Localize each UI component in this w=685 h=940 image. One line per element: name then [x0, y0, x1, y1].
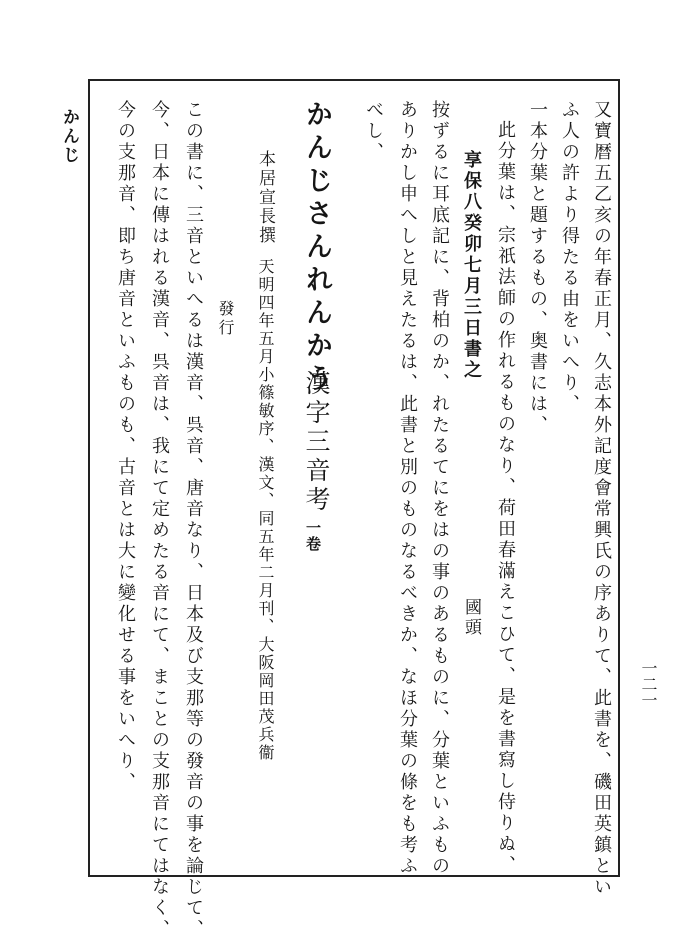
entry-title-kanji: 漢字三音考 — [302, 370, 331, 515]
description-line: この書に、三音といへるは漢音、呉音、唐音なり、日本及び支那等の發音の事を論じて、 — [183, 100, 204, 940]
entry-publication-cont: 發行 — [216, 300, 235, 338]
entry-author: 本居宣長撰 — [255, 150, 275, 245]
colophon-signature: 國頭 — [461, 598, 481, 638]
colophon-date: 享保八癸卯七月三日書之 — [461, 150, 482, 381]
entry-publication: 天明四年五月小篠敏序、漢文、同五年二月刊、大阪岡田茂兵衞 — [256, 258, 275, 762]
entry-title-kana: かんじさんれんかう — [301, 100, 332, 397]
page-number: 一二一 — [639, 660, 658, 708]
text-line: ありかし申へしと見えたるは、此書と別のものなるべきか、なほ分葉の條をも考ふ — [397, 100, 418, 877]
text-line: 一本分葉と題するもの、奥書には、 — [527, 100, 548, 436]
description-line: 今の支那音、即ち唐音といふものも、古音とは大に變化せる事をいへり、 — [115, 100, 136, 793]
running-header: かんじ — [59, 108, 79, 165]
entry-volume-count: 一卷 — [304, 520, 322, 552]
description-line: 今、日本に傳はれる漢音、呉音は、我にて定めたる音にて、まことの支那音にてはなく、 — [149, 100, 170, 940]
text-line: 按ずるに耳底記に、背柏のか、れたるてにをはの事のあるものに、分葉といふもの — [429, 100, 450, 877]
text-line: べし、 — [363, 100, 384, 163]
text-line: ふ人の許より得たる由をいへり、 — [559, 100, 580, 415]
text-line: 此分葉は、宗祇法師の作れるものなり、荷田春滿えこひて、是を書寫し侍りぬ、 — [495, 120, 516, 876]
text-line: 又寶暦五乙亥の年春正月、久志本外記度會常興氏の序ありて、此書を、磯田英鎮とい — [591, 100, 612, 898]
